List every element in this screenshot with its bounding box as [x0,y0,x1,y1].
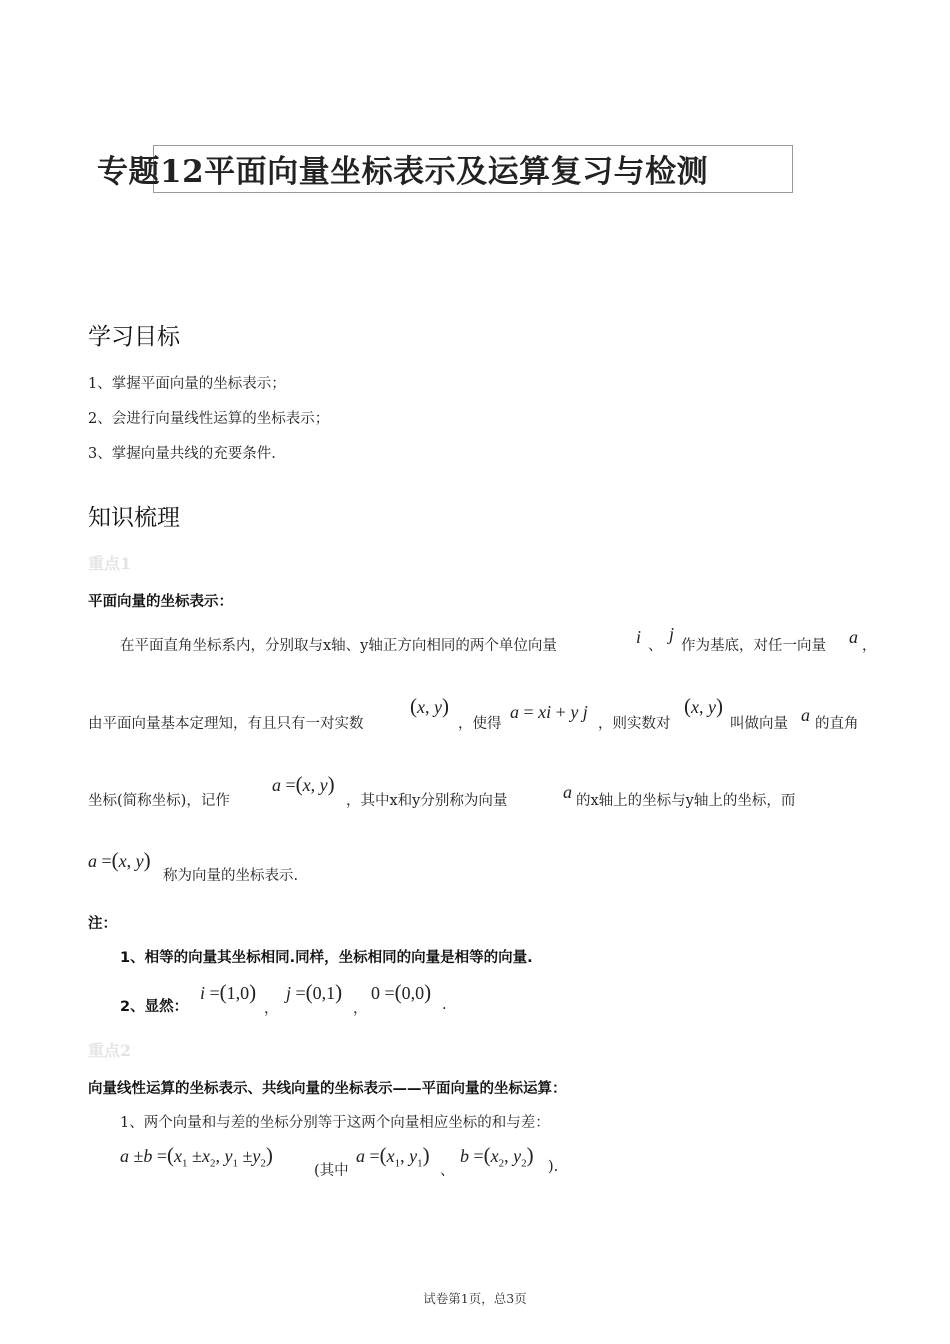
separator: ， [353,1001,368,1017]
period: . [442,997,447,1013]
paragraph-text: (其中 [314,1163,349,1179]
key-point-2-label: 重点2 [88,1041,132,1060]
math-j: j [669,624,675,644]
math-pair: (x, y) [684,694,723,718]
math-i-vector: i =(1,0) [200,980,257,1004]
math-a: a [849,627,858,647]
paragraph-text: 坐标(简称坐标)，记作 [88,793,230,809]
math-a: a [801,705,810,725]
separator: 、 [648,638,663,654]
goal-item: 3、掌握向量共线的充要条件. [88,446,276,462]
paragraph-text: ). [548,1159,559,1175]
math-i: i [636,627,642,647]
key-point-1-subtitle: 平面向量的坐标表示： [88,594,233,610]
paragraph-text: ，使得 [458,716,502,732]
math-zero-vector: 0 =(0,0) [371,980,432,1004]
page-title: 专题12平面向量坐标表示及运算复习与检测 [97,154,709,190]
math-decomposition: a = xi + y j [510,702,588,722]
math-coordinate: a =(x, y) [272,772,335,796]
separator: 、 [440,1163,455,1179]
paragraph-line: 在平面直角坐标系内，分别取与x轴、y轴正方向相同的两个单位向量 [120,638,557,654]
knowledge-heading: 知识梳理 [88,505,180,531]
paragraph-text: 的直角 [815,716,859,732]
math-j-vector: j =(0,1) [286,980,343,1004]
math-pair: (x, y) [410,694,449,718]
paragraph-text: 1、两个向量和与差的坐标分别等于这两个向量相应坐标的和与差： [120,1115,550,1131]
note-item: 2、显然： [120,999,189,1015]
paragraph-text: 的x轴上的坐标与y轴上的坐标，而 [576,793,796,809]
page-footer: 试卷第1页，总3页 [423,1291,527,1306]
math-coordinate: a =(x, y) [88,848,151,872]
paragraph-text: ， [862,638,877,654]
paragraph-text: ，其中x和y分别称为向量 [346,793,508,809]
paragraph-text: 作为基底，对任一向量 [681,638,826,654]
goal-item: 2、会进行向量线性运算的坐标表示； [88,411,330,427]
note-item: 1、相等的向量其坐标相同.同样，坐标相同的向量是相等的向量. [120,950,533,966]
math-a: a [563,782,572,802]
goals-heading: 学习目标 [88,324,180,350]
separator: ， [264,1001,279,1017]
math-sum-difference: $a \pm b =(x_1 \pm x_2$, $y_1 \pm y_2$) [120,1143,273,1170]
math-b-coords: $b =(x_2$, $y_2$) [460,1143,534,1170]
paragraph-text: 由平面向量基本定理知，有且只有一对实数 [88,716,364,732]
note-label: 注： [88,916,117,932]
paragraph-text: 称为向量的坐标表示. [163,868,299,884]
key-point-1-label: 重点1 [88,554,132,573]
key-point-2-subtitle: 向量线性运算的坐标表示、共线向量的坐标表示——平面向量的坐标运算： [88,1081,567,1097]
paragraph-text: ，则实数对 [598,716,671,732]
goal-item: 1、掌握平面向量的坐标表示； [88,376,286,392]
math-a-coords: $a =(x_1$, $y_1$) [356,1143,430,1170]
paragraph-text: 叫做向量 [730,716,788,732]
